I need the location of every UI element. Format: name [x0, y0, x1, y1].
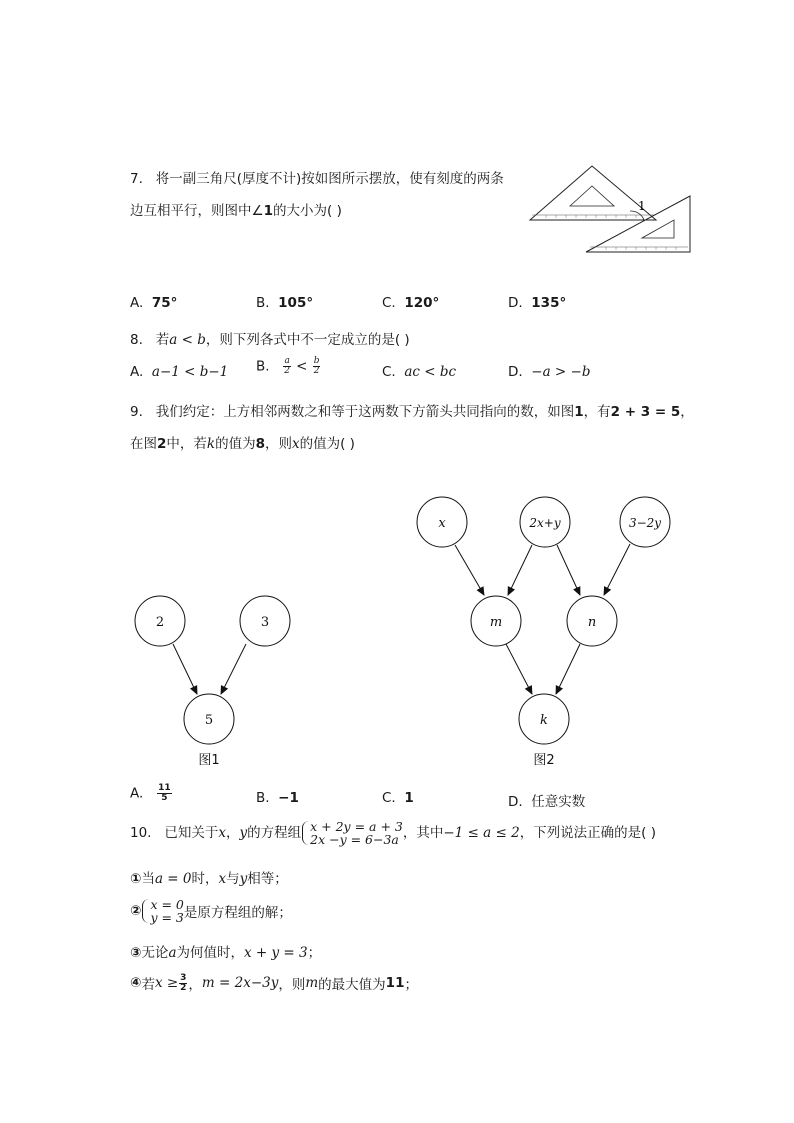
q8-stem: 8. 若a < b，则下列各式中不一定成立的是( )	[130, 332, 410, 348]
q8-frac-left: $\frac{a}{2}$	[284, 356, 290, 376]
q7-line2: 边互相平行，则图中∠1的大小为( )	[130, 203, 342, 219]
q9-line1: 9. 我们约定：上方相邻两数之和等于这两数下方箭头共同指向的数，如图1，有2 + 3 = 5，	[130, 404, 694, 420]
q9-option-b[interactable]: B. −1	[256, 790, 299, 806]
q10-statement-3: ③无论a为何值时，x + y = 3；	[130, 945, 322, 961]
q9-line2: 在图2中，若k的值为8，则x的值为( )	[130, 436, 355, 452]
q7-option-d[interactable]: D. 135°	[508, 295, 567, 311]
q10-solution-pair: x = 0 y = 3	[141, 898, 183, 924]
q10-statement-4: ④若x ≥ $\frac{3}{2}$ ，m = 2x−3y，则m的最大值为11；	[130, 972, 418, 993]
q9-frac-eleven-fifths: $\frac{11}{5}$	[158, 783, 171, 803]
q9-option-a[interactable]: A. $\frac{11}{5}$	[130, 783, 171, 803]
q7-option-c[interactable]: C. 120°	[382, 295, 440, 311]
fig1-label-top-right: 3	[260, 615, 270, 630]
fig1-label-bottom: 5	[204, 713, 214, 728]
q8-frac-right: $\frac{b}{2}$	[313, 356, 320, 376]
q8-option-a[interactable]: A. a−1 < b−1	[130, 364, 229, 380]
q8-option-b[interactable]: B. $\frac{a}{2}$ < $\frac{b}{2}$	[256, 356, 320, 376]
fig2-label-top2: 2x+y	[529, 516, 561, 530]
q10-number: 10.	[130, 825, 152, 841]
q8-option-d[interactable]: D. −a > −b	[508, 364, 591, 380]
q10-stem: 10. 已知关于x，y的方程组 x + 2y = a + 3 2x −y = 6−3a ，其中−1 ≤ a ≤ 2，下列说法正确的是( )	[130, 819, 657, 847]
fig1-caption: 图1	[198, 753, 220, 768]
fig2-label-mid1: m	[489, 615, 503, 630]
q9-figures	[0, 480, 794, 780]
q10-frac-three-halves: $\frac{3}{2}$	[180, 972, 187, 993]
q7-number: 7.	[130, 171, 143, 187]
q7-triangle-rulers-figure	[526, 160, 696, 256]
q7-angle-label: 1	[638, 199, 646, 213]
q7-line1: 7. 将一副三角尺(厚度不计)按如图所示摆放，使有刻度的两条	[130, 171, 504, 187]
q9-option-c[interactable]: C. 1	[382, 790, 414, 806]
fig2-label-top3: 3−2y	[628, 516, 662, 530]
fig2-caption: 图2	[533, 753, 555, 768]
q10-statement-2: ② x = 0 y = 3 是原方程组的解；	[130, 897, 292, 925]
q8-number: 8.	[130, 332, 143, 348]
fig2-label-mid2: n	[587, 615, 597, 630]
fig2-label-top1: x	[438, 516, 446, 531]
q9-option-d[interactable]: D. 任意实数	[508, 794, 586, 810]
q7-option-a[interactable]: A. 75°	[130, 295, 178, 311]
q9-number: 9.	[130, 404, 143, 420]
q7-option-b[interactable]: B. 105°	[256, 295, 314, 311]
q10-equation-system: x + 2y = a + 3 2x −y = 6−3a	[301, 820, 403, 846]
fig2-label-bottom: k	[540, 713, 548, 728]
q10-statement-1: ①当a = 0时，x与y相等；	[130, 871, 288, 887]
fig1-label-top-left: 2	[155, 615, 165, 630]
q8-option-c[interactable]: C. ac < bc	[382, 364, 457, 380]
